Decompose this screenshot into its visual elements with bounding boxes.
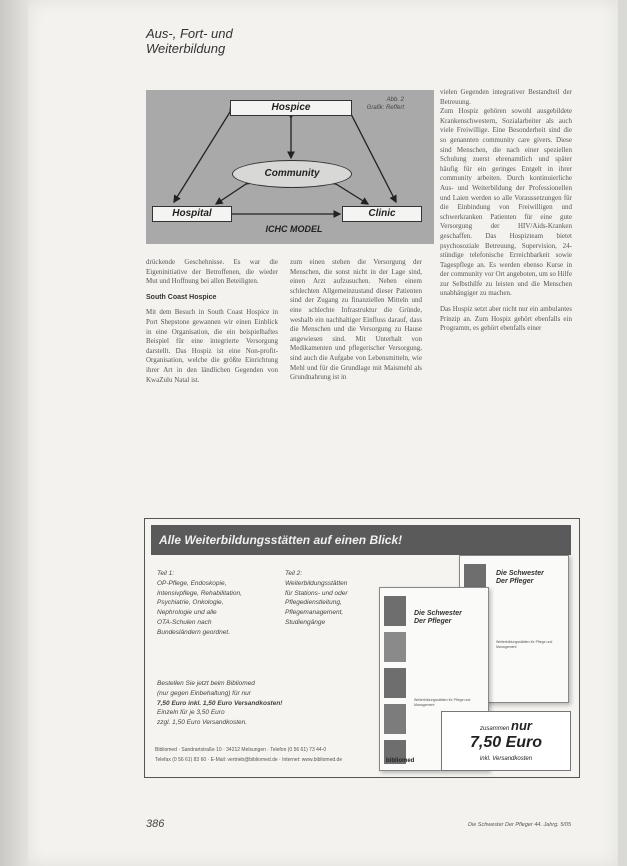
col1-paragraph-1: drückende Geschehnisse. Es war die Eigeninitiative der Betroffenen, die wieder Mut und Hoffnung bei allen Beteiligten. xyxy=(146,258,278,286)
model-label: ICHC MODEL xyxy=(265,224,323,234)
mag-title xyxy=(496,570,544,586)
ad-teil1-line: OP-Pflege, Endoskopie, xyxy=(157,579,227,587)
advertisement-box xyxy=(144,518,580,778)
ad-teil1-line: Intensivpflege, Rehabilitation, xyxy=(157,589,242,597)
ad-teil1-label: Teil 1: xyxy=(157,570,175,577)
clinic-box: Clinic xyxy=(342,206,422,222)
caption-line2: Grafik: Reffert xyxy=(366,105,404,111)
section-title-line1: Aus-, Fort- und xyxy=(146,26,233,41)
hospital-box: Hospital xyxy=(152,206,232,222)
ad-teil2-line: Pflegedienstleitung, xyxy=(285,599,342,607)
ad-order-line: zzgl. 1,50 Euro Versandkosten. xyxy=(157,719,248,727)
binding-shadow xyxy=(0,0,28,866)
mag-subtitle: Weiterbildungsstätten für Pflege und Management xyxy=(414,698,471,707)
cover-photo xyxy=(384,596,406,626)
ichc-model-diagram xyxy=(146,90,434,244)
mag-subtitle: Weiterbildungsstätten für Pflege und Management xyxy=(496,640,553,649)
cover-photo xyxy=(384,704,406,734)
col1-heading: South Coast Hospice xyxy=(146,293,217,301)
ad-footer-line2: Telefax (0 56 61) 83 60 · E-Mail: vertrieb@bibliomed.de · Internet: www.bibliomed.de xyxy=(155,757,343,763)
document-page xyxy=(28,0,618,866)
mag-title-line2: Der Pfleger xyxy=(496,578,534,585)
col3-paragraph-1: vielen Gegenden integrativer Bestandteil der Betreuung. xyxy=(440,88,572,106)
ad-teil2-line: Studiengänge xyxy=(285,618,326,626)
ad-teil2-line: Weiterbildungsstätten xyxy=(285,579,348,587)
ad-headline: Alle Weiterbildungsstätten auf einen Blick! xyxy=(151,525,571,555)
mag-brand: bibliomed xyxy=(386,758,415,764)
ad-teil1 xyxy=(157,569,242,638)
section-title-line2: Weiterbildung xyxy=(146,41,226,56)
ad-order-line: (nur gegen Einbehaltung) für nur xyxy=(157,689,251,697)
hospice-box: Hospice xyxy=(230,100,352,116)
price-nur: nur xyxy=(511,718,532,733)
ad-teil1-line: Psychiatrie, Onkologie, xyxy=(157,599,224,607)
ad-footer-line1: Bibliomed · Sandrartstraße 10 · 34212 Melsungen · Telefon (0 56 61) 73 44-0 xyxy=(155,747,327,753)
ad-order-line: Einzeln für je 3,50 Euro xyxy=(157,709,225,717)
text-column-3 xyxy=(440,88,572,334)
price-prefix: zusammen xyxy=(480,726,510,732)
price-badge xyxy=(441,711,571,771)
col1-paragraph-2: Mit dem Besuch in South Coast Hospice in Port Shepstone gewannen wir einen Einblick in eine Organisation, die ein beispielhaftes Beispiel für eine integrierte Versorgung darstellt. Das Hospiz ist eine Non-profit-Organisation, welche die größte Einrichtung ihrer Art in den ländlichen Gegenden von KwaZulu Natal ist. xyxy=(146,308,278,384)
section-title xyxy=(146,26,346,56)
mag-title xyxy=(414,610,462,626)
caption-line1: Abb. 2 xyxy=(386,97,404,103)
text-column-1 xyxy=(146,258,278,385)
ad-order-line: 7,50 Euro inkl. 1,50 Euro Versandkosten! xyxy=(157,699,283,707)
page-number: 386 xyxy=(146,818,165,830)
mag-title-line1: Die Schwester xyxy=(496,570,544,577)
cover-photo xyxy=(384,668,406,698)
price-amount: 7,50 Euro xyxy=(469,734,543,751)
ad-order-text xyxy=(157,679,282,728)
ad-teil1-line: OTA-Schulen nach xyxy=(157,618,212,626)
ad-order-line: Bestellen Sie jetzt beim Bibliomed xyxy=(157,680,255,687)
cover-photo xyxy=(384,632,406,662)
text-column-2 xyxy=(290,258,422,383)
col3-paragraph-2: Zum Hospiz gehören sowohl ausgebildete Krankenschwestern, Sozialarbeiter als auch viele Freiwillige. Eine Besonderheit sind die so genannten community care givers. Diese sind Menschen, die nach einer speziellen Schulung zuerst ehrenamtlich und später häufig für ein geringes Entgelt in ihrer community arbeiten. Durch kontinuierliche Aus- und Weiterbildung der Professionellen und Laien werden so alle Voraussetzungen für die Einbindung von Freiwilligen und schwerkranken Patienten für eine gute Versorgung der HIV/Aids-Kranken geschaffen. Das Hospizteam bietet psychosoziale Betreuung, Supervision, 24-stündige telefonische Erreichbarkeit sowie Tagespflege an. Es werden ebenso Kurse in der community vor Ort angeboten, um so Hilfe zur Selbsthilfe zu leisten und die Menschen unabhängiger zu machen. xyxy=(440,107,572,298)
ad-teil2-line: Pflegemanagement, xyxy=(285,609,344,617)
ad-teil1-line: Nephrologie und alle xyxy=(157,609,217,617)
price-line1 xyxy=(442,718,570,733)
community-ellipse: Community xyxy=(232,160,352,188)
ad-teil2 xyxy=(285,569,348,628)
ad-teil2-line: für Stations- und oder xyxy=(285,589,348,597)
mag-title-line2: Der Pfleger xyxy=(414,618,452,625)
col3-paragraph-3: Das Hospiz setzt aber nicht nur ein ambulantes Prinzip an. Zum Hospiz gehört ebenfalls ein Programm, es gehört ebenfalls einer xyxy=(440,305,572,333)
mag-title-line1: Die Schwester xyxy=(414,610,462,617)
price-suffix: inkl. Versandkosten xyxy=(479,756,533,762)
ad-teil2-label: Teil 2: xyxy=(285,570,303,577)
ad-teil1-line: Bundesländern geordnet. xyxy=(157,628,231,636)
col2-paragraph-1: zum einen stehen die Versorgung der Menschen, die sonst nicht in der Lage sind, einen Arzt aufzusuchen. Neben einem schlechten Allgemeinzustand dieser Patienten sind der Zugang zu finanziellen Mitteln und eine schlechte Infrastruktur die Gründe, weshalb ein nachhaltiger Einfluss darauf, dass die Menschen und die Versorgung zu Hause angewiesen sind. Mit Unterhalt von Medikamenten und pflegerischer Versorgung, sind auch die Aufgabe von Lebensmitteln, wie Mehl und für die Grundlage mit Maismehl als Grundnahrung ist in xyxy=(290,258,422,382)
diagram-caption xyxy=(344,96,404,112)
running-footer: Die Schwester Der Pfleger 44. Jahrg. 5/05 xyxy=(468,822,572,828)
